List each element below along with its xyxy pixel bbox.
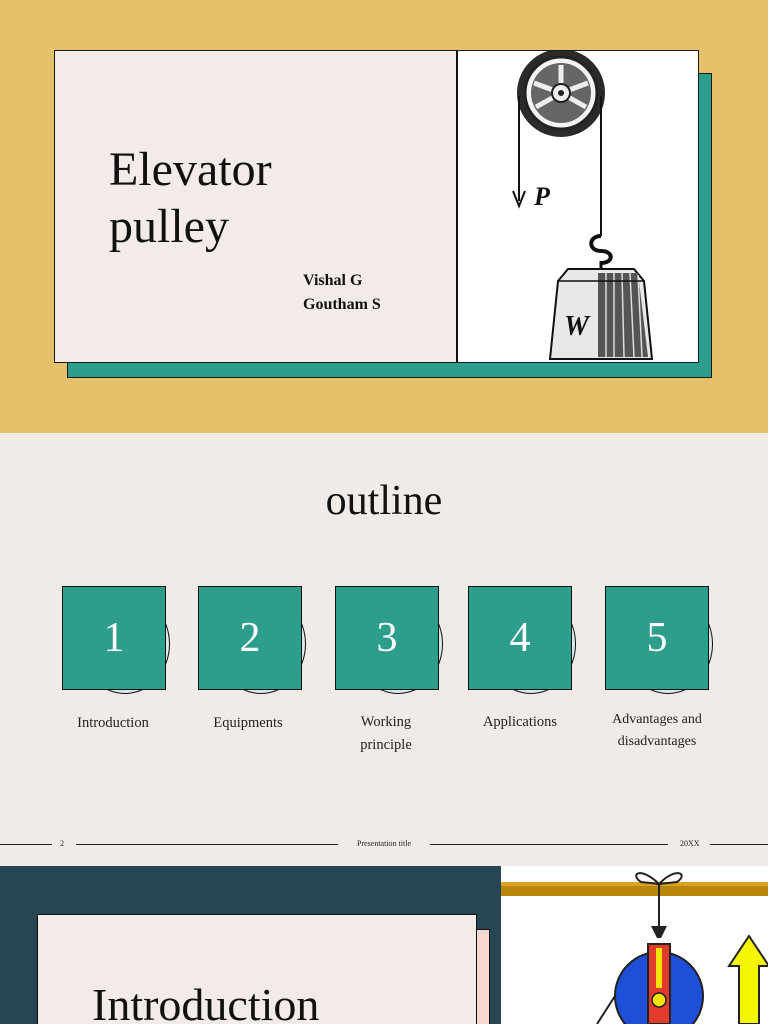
footer-title: Presentation title [357,839,411,848]
pulley-cartoon-illustration [501,866,768,1024]
footer-date: 20XX [680,839,700,848]
title-slide [0,0,768,433]
outline-label: Advantages and disadvantages [612,712,702,749]
slide-title: Elevator pulley [109,143,272,253]
outline-label: Applications [482,714,558,730]
outline-number: 4 [468,586,572,690]
weight-label: W [564,311,589,342]
pulley-illustration [458,51,698,362]
force-label: P [534,182,550,211]
author-name: Goutham S [303,296,381,313]
outline-label: Working principle [360,714,412,753]
outline-label: Equipments [213,715,283,731]
outline-label: Introduction [77,715,149,731]
pulley-cartoon-icon [501,866,768,1024]
slide-title: outline [325,478,443,524]
pulley-diagram-icon [458,51,700,362]
title-card [54,50,699,363]
slide-title: Introduction [92,979,320,1024]
author-name: Vishal G [303,272,363,289]
outline-slide [0,433,768,866]
footer-rule [76,844,338,845]
outline-item-1 [62,586,166,690]
outline-number: 5 [605,586,709,690]
outline-item-3 [335,586,439,690]
page-number: 2 [60,839,64,848]
footer-rule [430,844,668,845]
slide-footer [0,839,768,849]
outline-item-5 [605,586,709,690]
introduction-slide [0,866,768,1024]
outline-number: 2 [198,586,302,690]
outline-number: 1 [62,586,166,690]
footer-rule [710,844,768,845]
outline-item-2 [198,586,302,690]
outline-item-4 [468,586,572,690]
footer-rule [0,844,52,845]
outline-number: 3 [335,586,439,690]
